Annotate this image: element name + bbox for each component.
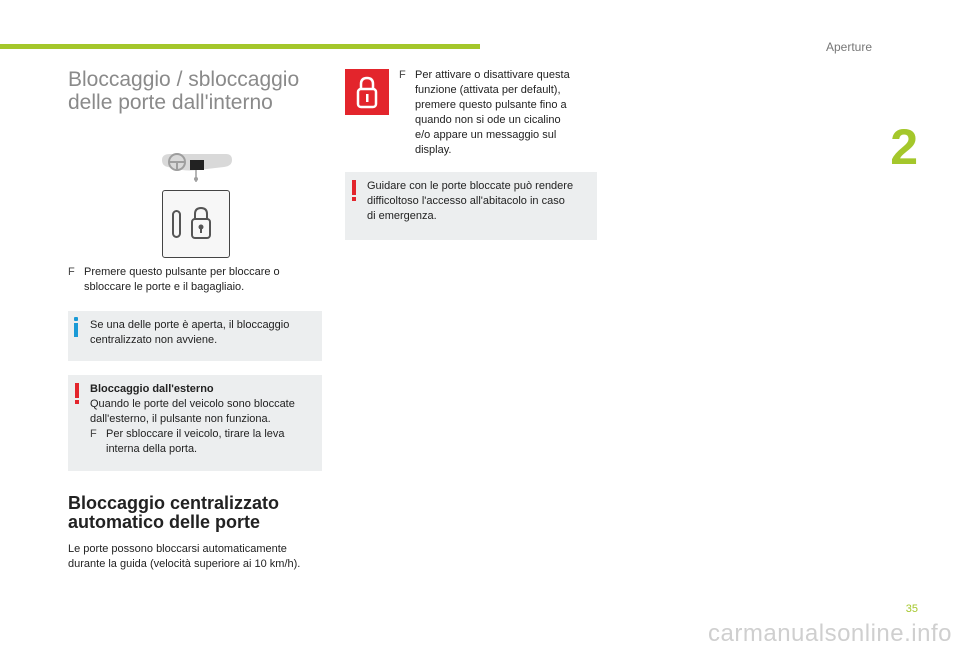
body-paragraph [68, 542, 338, 572]
bullet-icon: F [399, 69, 406, 81]
dashboard-location-illustration [160, 152, 234, 184]
watermark: carmanualsonline.info [708, 620, 952, 647]
page-number: 35 [905, 603, 918, 615]
bullet-text: interna della porta. [106, 443, 198, 455]
bullet-text: quando non si ode un cicalino [415, 114, 561, 126]
info-text: Se una delle porte è aperta, il bloccaggio [90, 319, 290, 331]
subsection-title-line: Bloccaggio centralizzato [68, 493, 280, 513]
subsection-title-line: automatico delle porte [68, 512, 261, 532]
paragraph-line: durante la guida (velocità superiore ai 10 km/h). [68, 558, 301, 570]
warning-text: dall'esterno, il pulsante non funziona. [90, 413, 271, 425]
warning-icon [75, 383, 80, 405]
bullet-text: Per attivare o disattivare questa [415, 69, 570, 81]
lock-icon [345, 69, 389, 115]
bullet-text: sbloccare le porte e il bagagliaio. [84, 281, 245, 293]
bullet-text: e/o appare un messaggio sul [415, 129, 557, 141]
lock-icon [163, 191, 228, 256]
bullet-text: funzione (attivata per default), [415, 84, 561, 96]
chapter-number: 2 [890, 119, 918, 175]
bullet-text: display. [415, 144, 452, 156]
header-accent-bar [0, 44, 480, 49]
section-title-line: Bloccaggio / sbloccaggio [68, 68, 300, 91]
bullet-text: Premere questo pulsante per bloccare o [84, 266, 280, 278]
warning-box [345, 172, 597, 240]
warning-text: Quando le porte del veicolo sono bloccate [90, 398, 295, 410]
warning-box [68, 375, 322, 471]
section-label: Aperture [825, 40, 872, 54]
warning-title: Bloccaggio dall'esterno [90, 383, 214, 395]
lock-button-illustration [162, 190, 230, 258]
bullet-icon: F [90, 428, 97, 440]
bullet-text: Per sbloccare il veicolo, tirare la leva [106, 428, 285, 440]
instruction-bullet [68, 265, 328, 295]
paragraph-line: Le porte possono bloccarsi automaticamente [68, 543, 287, 555]
info-box [68, 311, 322, 361]
instruction-bullet [399, 68, 597, 158]
section-title [68, 68, 348, 114]
bullet-text: premere questo pulsante fino a [415, 99, 567, 111]
warning-text: Guidare con le porte bloccate può rendere [367, 180, 574, 192]
auto-lock-indicator-icon [345, 69, 389, 115]
bullet-icon: F [68, 266, 75, 278]
info-icon [74, 317, 78, 337]
warning-icon [352, 180, 357, 202]
info-text: centralizzato non avviene. [90, 334, 218, 346]
warning-text: di emergenza. [367, 210, 437, 222]
warning-text: difficoltoso l'accesso all'abitacolo in caso [367, 195, 565, 207]
subsection-title [68, 494, 338, 532]
section-title-line: delle porte dall'interno [68, 91, 273, 114]
